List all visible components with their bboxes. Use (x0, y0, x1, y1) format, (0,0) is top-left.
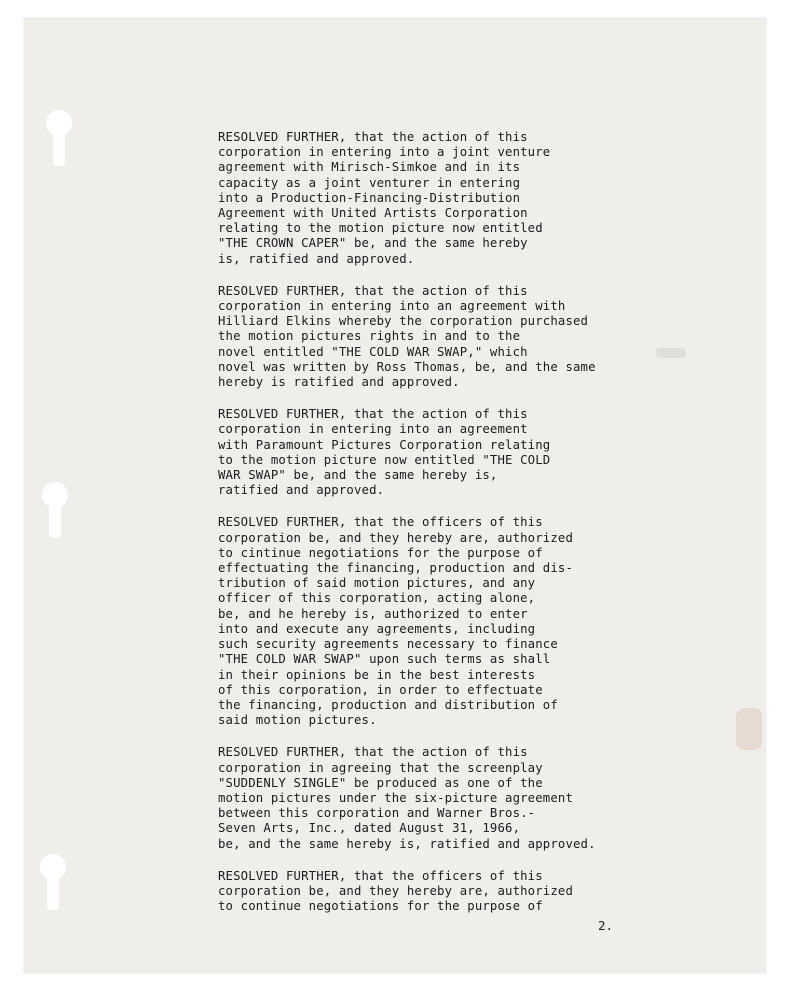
text-line: hereby is ratified and approved. (218, 375, 460, 390)
text-line: of this corporation, in order to effectuate (218, 682, 543, 697)
text-line: RESOLVED FURTHER, that the action of this (218, 745, 528, 760)
text-line: in their opinions be in the best interests (218, 667, 536, 682)
resolution-paragraph (218, 869, 596, 915)
punch-hole-bottom (40, 854, 66, 912)
text-line: be, and the same hereby is, ratified and approved. (218, 836, 596, 851)
punch-hole-middle (42, 482, 68, 540)
text-line: tribution of said motion pictures, and any (218, 576, 536, 591)
text-line: effectuating the financing, production and dis- (218, 561, 574, 576)
text-line: "SUDDENLY SINGLE" be produced as one of the (218, 775, 543, 790)
text-line: relating to the motion picture now entitled (218, 221, 543, 236)
text-line: "THE CROWN CAPER" be, and the same hereby (218, 236, 528, 251)
text-line: into and execute any agreements, including (218, 621, 536, 636)
text-line: novel was written by Ross Thomas, be, and the same (218, 359, 596, 374)
text-line: corporation be, and they hereby are, authorized (218, 530, 574, 545)
paper-edge-stain (736, 708, 762, 750)
text-line: RESOLVED FURTHER, that the officers of this (218, 868, 543, 883)
text-line: RESOLVED FURTHER, that the action of this (218, 130, 528, 144)
text-line: corporation in agreeing that the screenplay (218, 760, 543, 775)
text-line: corporation in entering into an agreement (218, 422, 528, 437)
text-line: capacity as a joint venturer in entering (218, 175, 521, 190)
text-line: novel entitled "THE COLD WAR SWAP," which (218, 344, 528, 359)
text-line: Seven Arts, Inc., dated August 31, 1966, (218, 821, 521, 836)
page-number: 2. (598, 918, 614, 933)
text-line: between this corporation and Warner Bros.- (218, 806, 536, 821)
document-body (218, 130, 596, 931)
text-line: Hilliard Elkins whereby the corporation purchased (218, 314, 589, 329)
text-line: corporation in entering into an agreement with (218, 299, 566, 314)
resolution-paragraph (218, 745, 596, 851)
text-line: such security agreements necessary to finance (218, 637, 558, 652)
text-line: agreement with Mirisch-Simkoe and in its (218, 160, 521, 175)
text-line: RESOLVED FURTHER, that the action of this (218, 407, 528, 422)
text-line: to cintinue negotiations for the purpose of (218, 545, 543, 560)
resolution-paragraph (218, 130, 596, 267)
text-line: RESOLVED FURTHER, that the officers of this (218, 515, 543, 530)
text-line: "THE COLD WAR SWAP" upon such terms as shall (218, 652, 551, 667)
text-line: ratified and approved. (218, 483, 385, 498)
text-line: said motion pictures. (218, 713, 377, 728)
text-line: Agreement with United Artists Corporation (218, 206, 528, 221)
text-line: corporation in entering into a joint venture (218, 145, 551, 160)
text-line: to the motion picture now entitled "THE COLD (218, 452, 551, 467)
text-line: with Paramount Pictures Corporation relating (218, 437, 551, 452)
text-line: WAR SWAP" be, and the same hereby is, (218, 468, 498, 483)
text-line: RESOLVED FURTHER, that the action of this (218, 283, 528, 298)
text-line: motion pictures under the six-picture agreement (218, 790, 574, 805)
resolution-paragraph (218, 407, 596, 498)
resolution-paragraph (218, 515, 596, 728)
resolution-paragraph (218, 284, 596, 390)
text-line: into a Production-Financing-Distribution (218, 190, 521, 205)
text-line: the financing, production and distribution of (218, 697, 558, 712)
text-line: the motion pictures rights in and to the (218, 329, 521, 344)
text-line: corporation be, and they hereby are, authorized (218, 883, 574, 898)
ink-smudge (656, 348, 686, 358)
text-line: officer of this corporation, acting alone, (218, 591, 536, 606)
text-line: be, and he hereby is, authorized to enter (218, 606, 528, 621)
punch-hole-top (46, 110, 72, 168)
text-line: to continue negotiations for the purpose of (218, 899, 543, 914)
text-line: is, ratified and approved. (218, 251, 415, 266)
